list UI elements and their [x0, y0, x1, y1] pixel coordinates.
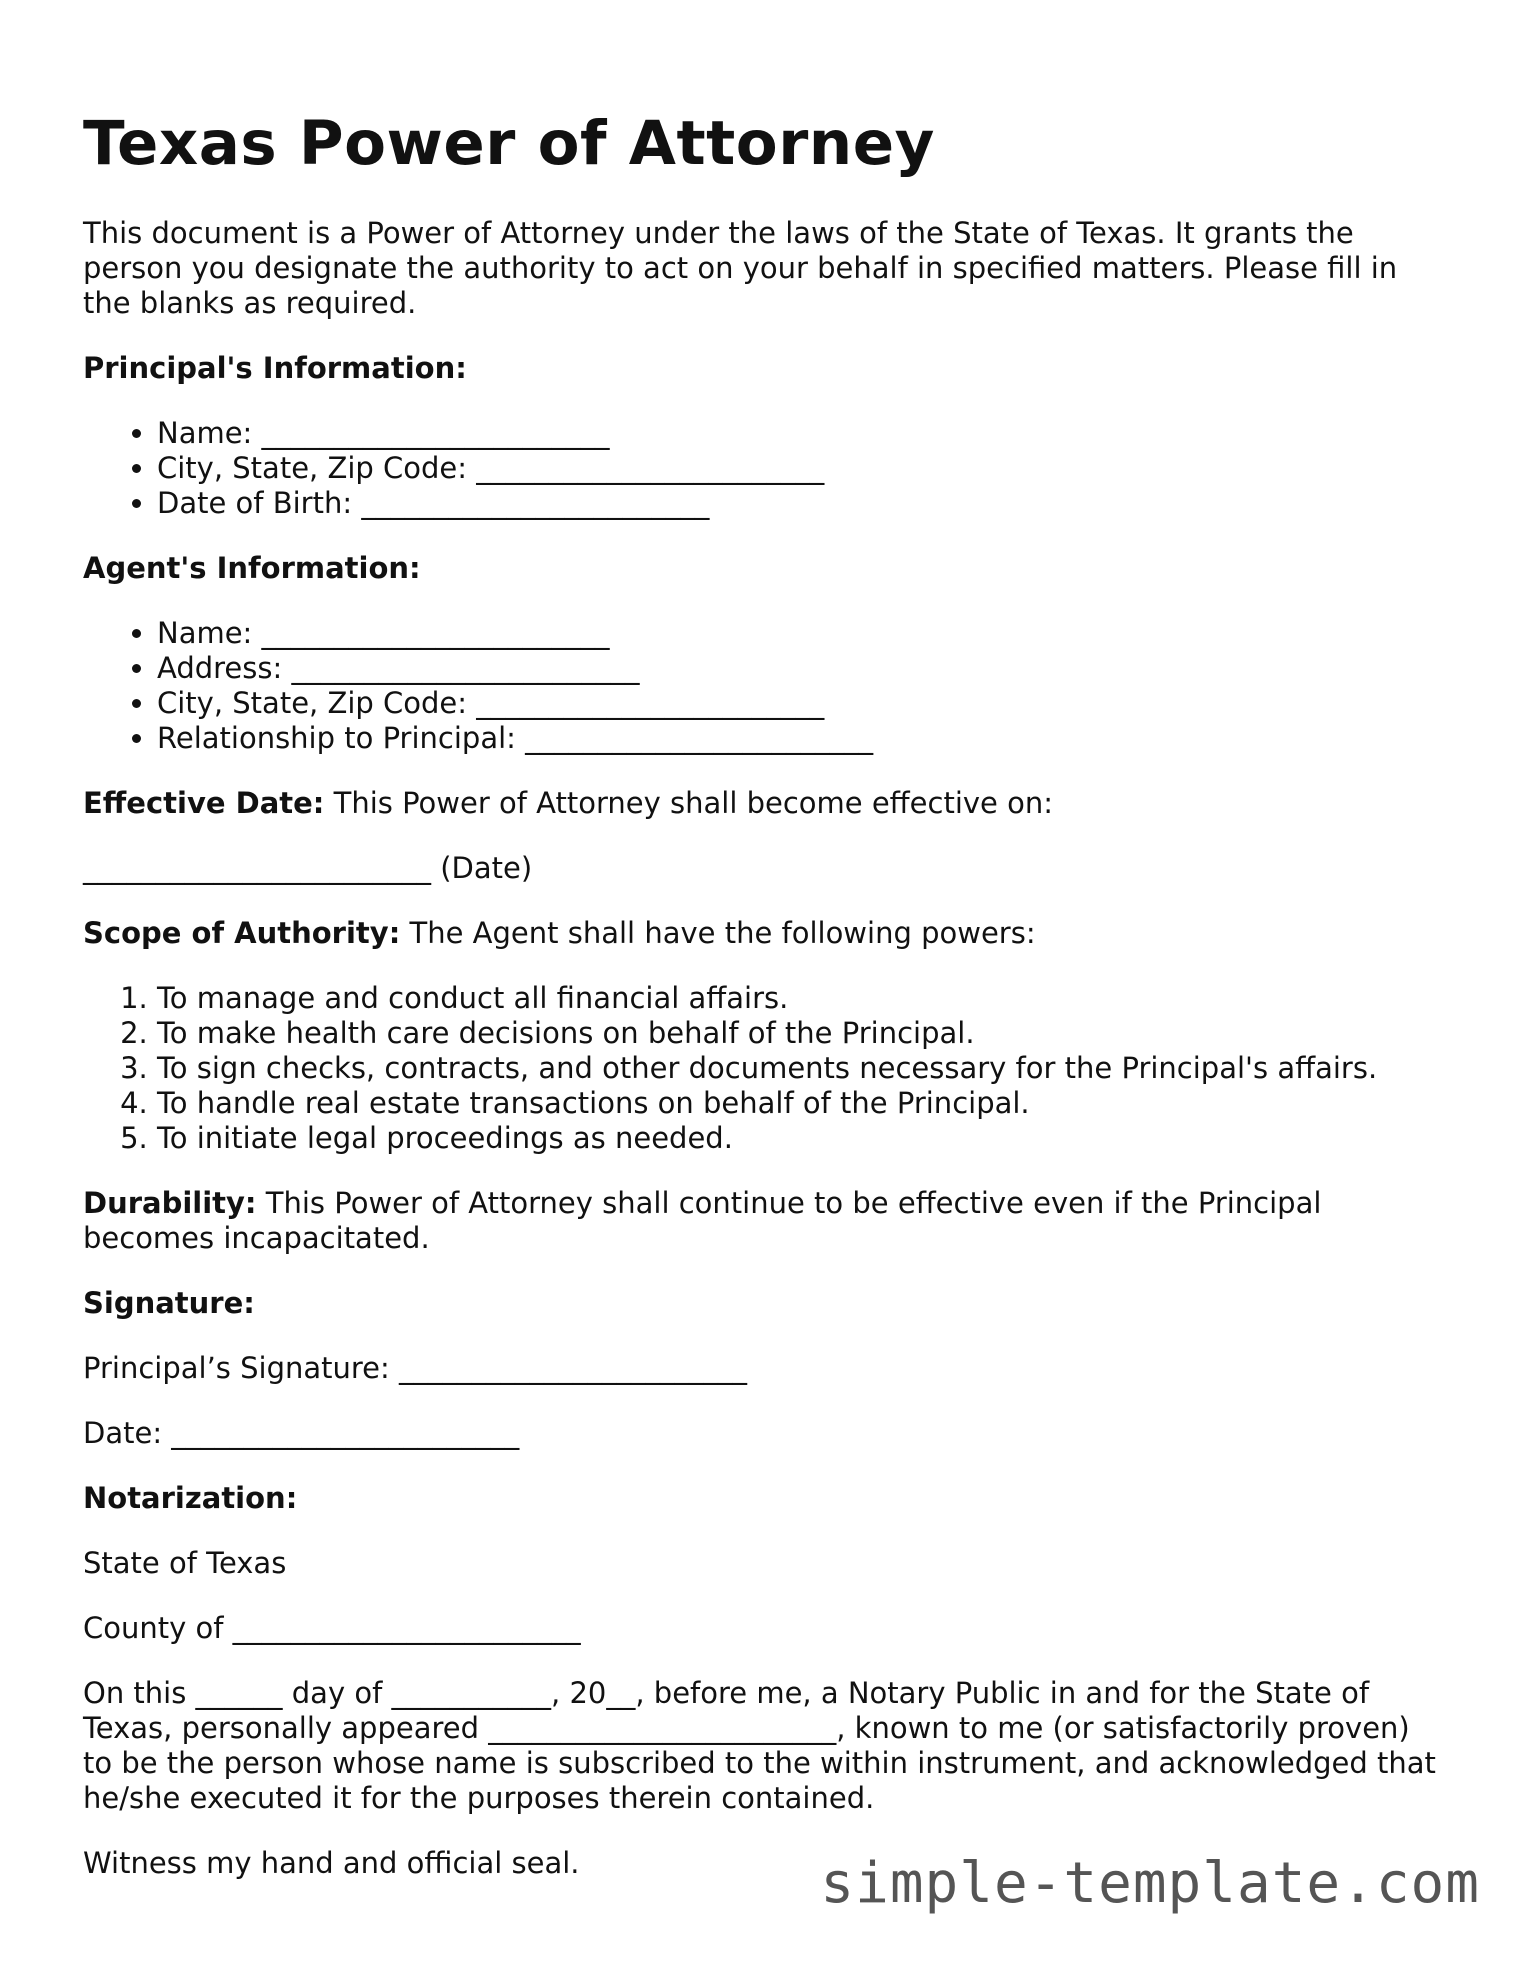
- scope-text: The Agent shall have the following powers:: [400, 916, 1036, 950]
- principal-signature-line: Principal’s Signature: ________________________: [83, 1351, 748, 1385]
- intro-paragraph: This document is a Power of Attorney under the laws of the State of Texas. It grants the person you designate the authority to act on your behalf in specified matters. Please fill in the blanks as required.: [83, 216, 1398, 320]
- watermark-logo: simple-template.com: [820, 1851, 1480, 1916]
- power-item: 3. To sign checks, contracts, and other documents necessary for the Principal's affairs.: [157, 1051, 1448, 1086]
- principal-city-field: • City, State, Zip Code: ________________________: [157, 451, 1448, 486]
- agent-address-field: • Address: ________________________: [157, 651, 1448, 686]
- notary-statement: On this ______ day of ___________, 20__, before me, a Notary Public in and for the State of Texas, personally appeared ________________________, known to me (or satisfactorily proven) to be the person whose name is subscribed to the within instrument, and acknowledged that he/she executed it for the purposes therein contained.: [83, 1676, 1436, 1815]
- document-page: [83, 104, 1448, 1911]
- effective-date-line: ________________________ (Date): [83, 851, 533, 885]
- agent-heading: Agent's Information:: [83, 551, 421, 585]
- notary-county-line: County of ________________________: [83, 1611, 581, 1645]
- principal-dob-field: • Date of Birth: ________________________: [157, 486, 1448, 521]
- power-item: 2. To make health care decisions on behalf of the Principal.: [157, 1016, 1448, 1051]
- principal-info-list: [83, 416, 1448, 521]
- power-item: 4. To handle real estate transactions on behalf of the Principal.: [157, 1086, 1448, 1121]
- power-item: 5. To initiate legal proceedings as needed.: [157, 1121, 1448, 1156]
- notary-witness: Witness my hand and official seal.: [83, 1846, 580, 1880]
- scope-label: Scope of Authority:: [83, 916, 401, 950]
- signature-date-line: Date: ________________________: [83, 1416, 520, 1450]
- durability-paragraph: [83, 1186, 1448, 1256]
- effective-date-paragraph: [83, 786, 1448, 821]
- durability-text: This Power of Attorney shall continue to be effective even if the Principal becomes incapacitated.: [83, 1186, 1322, 1255]
- durability-label: Durability:: [83, 1186, 257, 1220]
- agent-relationship-field: • Relationship to Principal: ________________________: [157, 721, 1448, 756]
- notarization-heading: Notarization:: [83, 1481, 298, 1515]
- notary-state: State of Texas: [83, 1546, 287, 1580]
- effective-date-text: This Power of Attorney shall become effective on:: [324, 786, 1053, 820]
- effective-date-label: Effective Date:: [83, 786, 325, 820]
- agent-info-list: [83, 616, 1448, 756]
- principal-name-field: • Name: ________________________: [157, 416, 1448, 451]
- signature-heading: Signature:: [83, 1286, 255, 1320]
- powers-list: [83, 981, 1448, 1156]
- scope-paragraph: [83, 916, 1448, 951]
- agent-name-field: • Name: ________________________: [157, 616, 1448, 651]
- page-title: Texas Power of Attorney: [83, 108, 935, 179]
- principal-heading: Principal's Information:: [83, 351, 467, 385]
- power-item: 1. To manage and conduct all financial affairs.: [157, 981, 1448, 1016]
- agent-city-field: • City, State, Zip Code: ________________________: [157, 686, 1448, 721]
